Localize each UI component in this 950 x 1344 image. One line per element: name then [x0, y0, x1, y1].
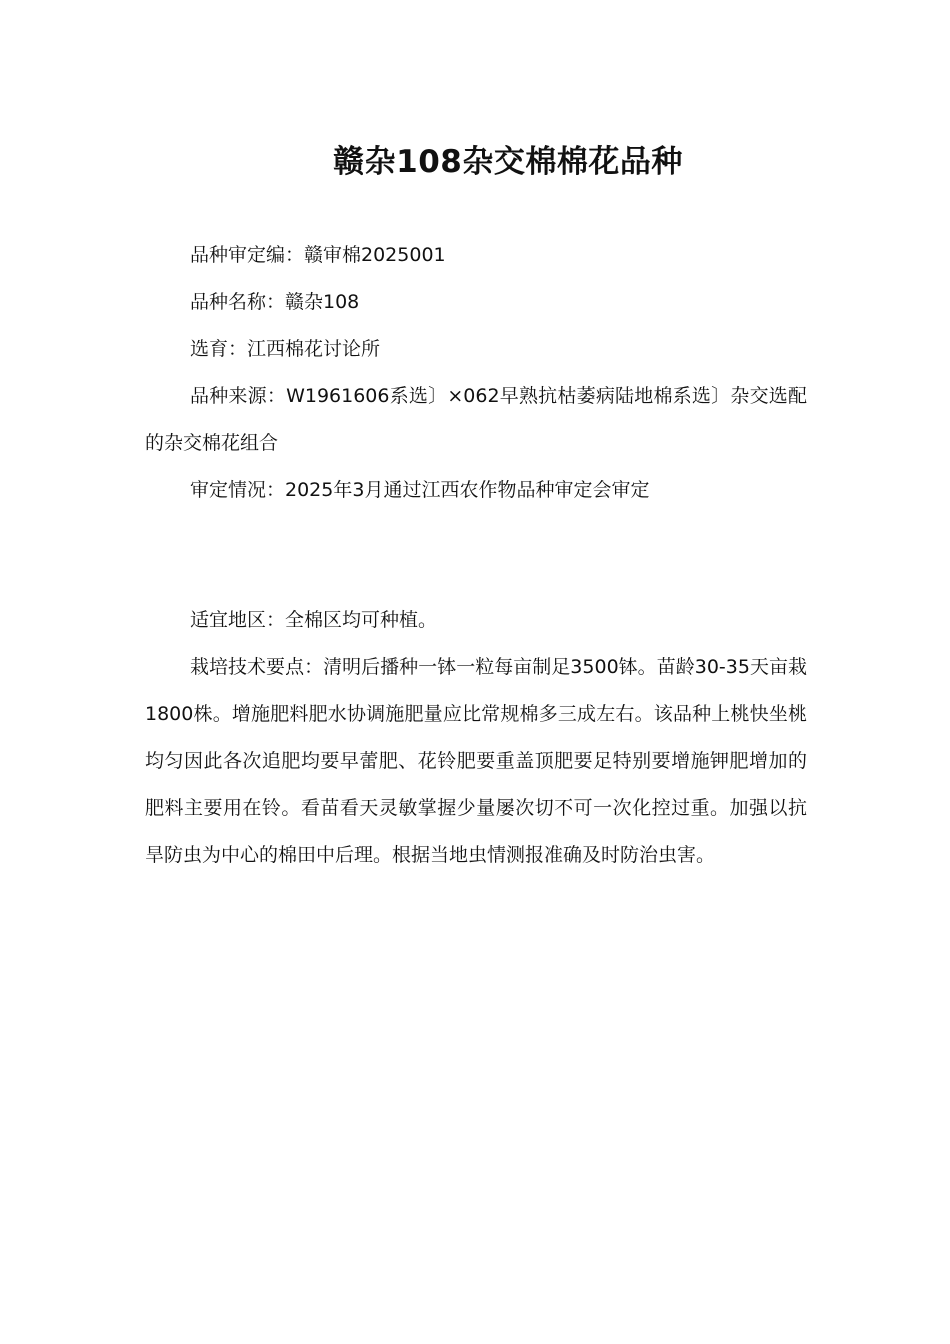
breeder: 选育：江西棉花讨论所 [190, 338, 381, 360]
registration-number: 品种审定编：赣审棉2025001 [190, 244, 446, 266]
variety-name: 品种名称：赣杂108 [190, 291, 360, 313]
document-title: 赣杂108杂交棉棉花品种 [333, 143, 683, 180]
suitable-region: 适宜地区：全棉区均可种植。 [190, 609, 438, 631]
cultivation-techniques: 栽培技术要点：清明后播种一钵一粒每亩制足3500钵。苗龄30-35天亩栽1800株。增施肥料肥水协调施肥量应比常规棉多三成左右。该品种上桃快坐桃均匀因此各次追肥均要早蕾肥、花铃肥要重盖顶肥要足特别要增施钾肥增加的肥料主要用在铃。看苗看天灵敏掌握少量屡次切不可一次化控过重。加强以抗旱防虫为中心的棉田中后理。根据当地虫情测报准确及时防治虫害。 [145, 656, 807, 866]
variety-source: 品种来源：W1961606系选〕×062早熟抗枯萎病陆地棉系选〕杂交选配的杂交棉花组合 [145, 385, 807, 454]
approval-status: 审定情况：2025年3月通过江西农作物品种审定会审定 [190, 479, 650, 501]
section-gap [145, 514, 807, 597]
document-body [145, 232, 807, 879]
